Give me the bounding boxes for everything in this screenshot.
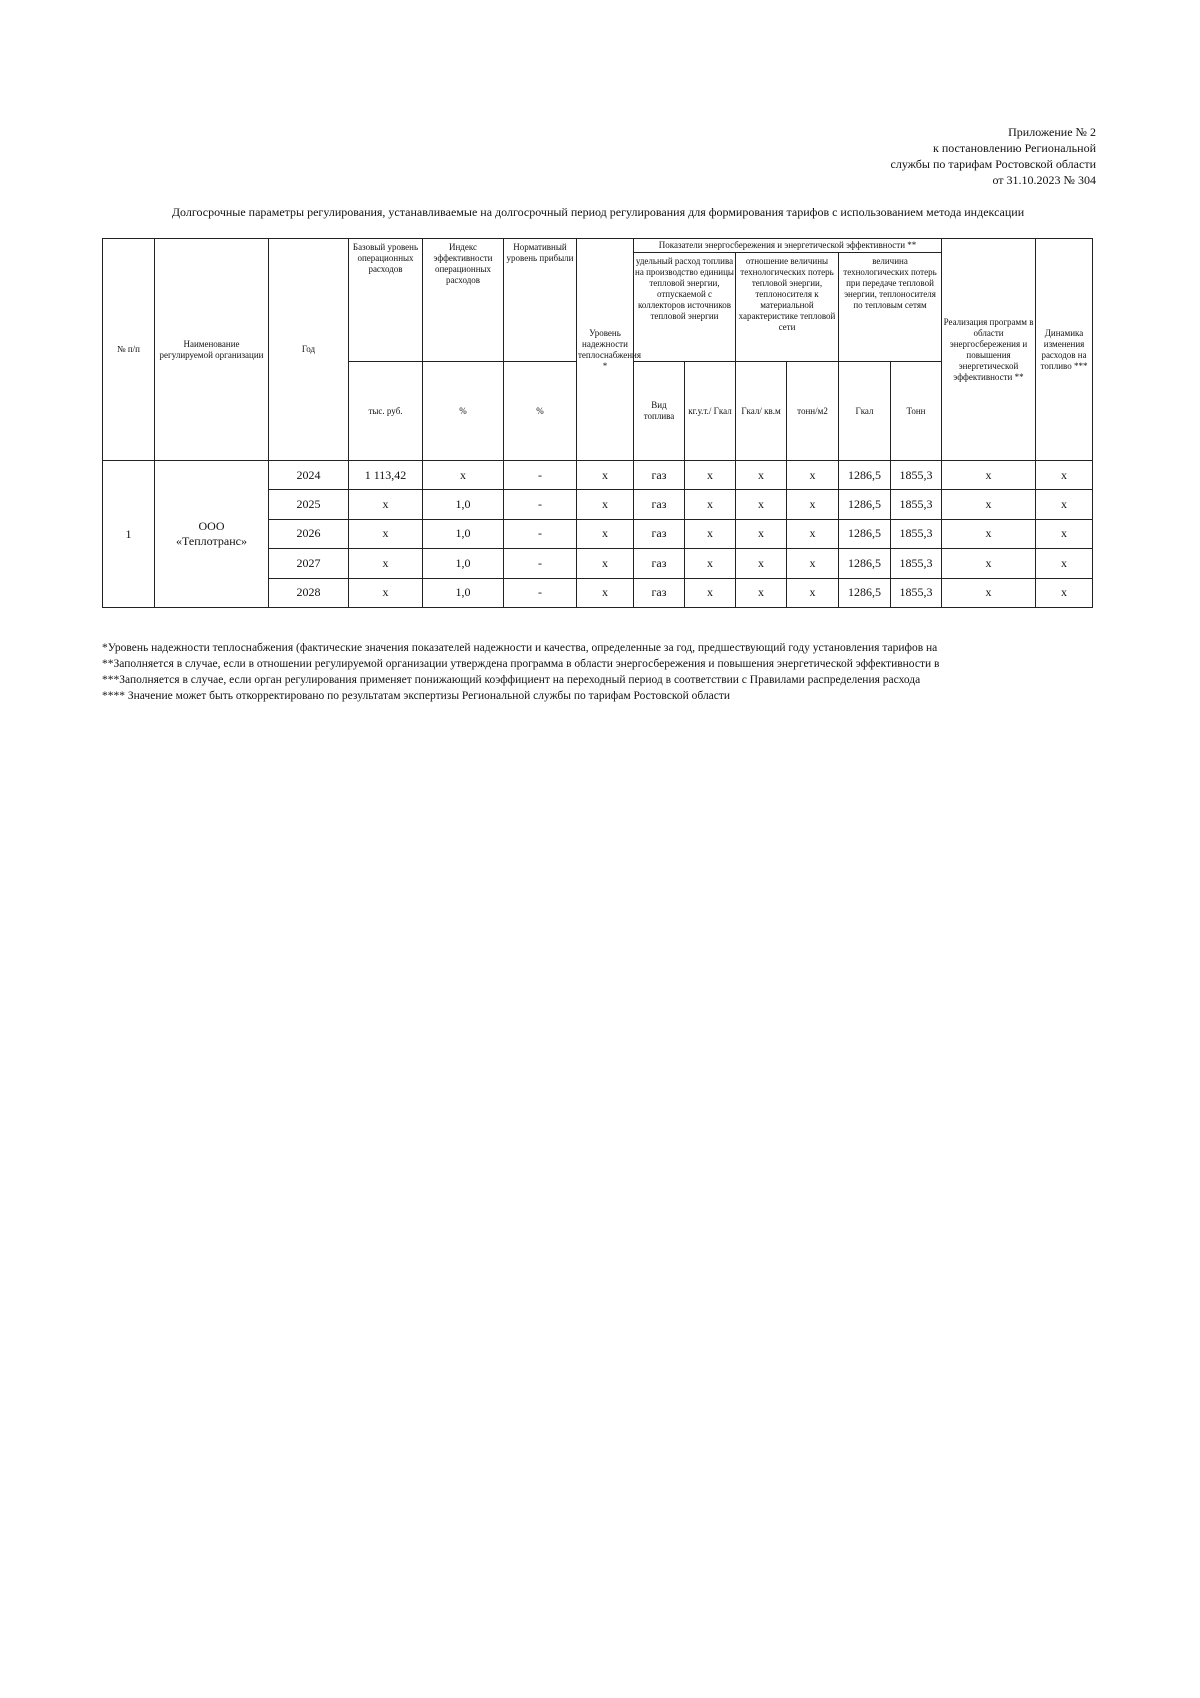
table-cell: - (504, 490, 577, 519)
year-cell: 2028 (269, 578, 349, 607)
header-loss-value: величина технологических потерь при передаче тепловой энергии, теплоносителя по тепловым сетям (839, 253, 942, 362)
organization-name-line-2: «Теплотранс» (176, 534, 247, 548)
organization-cell (155, 461, 269, 608)
table-cell: х (787, 461, 839, 490)
table-cell: 1,0 (423, 549, 504, 578)
table-cell: х (942, 578, 1036, 607)
header-num: № п/п (103, 239, 155, 461)
unit-profit-level: % (504, 362, 577, 461)
table-cell: - (504, 519, 577, 548)
table-cell: 1855,3 (891, 490, 942, 519)
table-cell: 1855,3 (891, 461, 942, 490)
table-cell: х (736, 549, 787, 578)
table-cell: 1855,3 (891, 549, 942, 578)
table-cell: х (577, 461, 634, 490)
table-cell: х (423, 461, 504, 490)
table-cell: х (1036, 519, 1093, 548)
table-cell: х (1036, 549, 1093, 578)
table-cell: х (685, 490, 736, 519)
table-cell: х (349, 549, 423, 578)
header-base-costs: Базовый уровень операционных расходов (349, 239, 423, 362)
table-cell: х (685, 578, 736, 607)
row-number-cell: 1 (103, 461, 155, 608)
table-cell: х (787, 549, 839, 578)
table-cell: х (787, 519, 839, 548)
table-cell: х (577, 490, 634, 519)
header-programs: Реализация программ в области энергосбережения и повышения энергетической эффективности ** (942, 239, 1036, 461)
table-cell: - (504, 578, 577, 607)
table-cell: х (577, 578, 634, 607)
table-cell: х (1036, 461, 1093, 490)
year-cell: 2024 (269, 461, 349, 490)
table-row (103, 461, 1093, 490)
unit-fuel-rate: кг.у.т./ Гкал (685, 362, 736, 461)
table-cell: 1286,5 (839, 490, 891, 519)
table-cell: х (685, 519, 736, 548)
header-reliability: Уровень надежности теплоснабжения * (577, 239, 634, 461)
table-cell: - (504, 461, 577, 490)
table-cell: - (504, 549, 577, 578)
regulation-parameters-table (102, 238, 1093, 608)
organization-name-line-1: ООО (198, 519, 225, 533)
table-cell: х (685, 549, 736, 578)
unit-efficiency-index: % (423, 362, 504, 461)
header-fuel-dynamics: Динамика изменения расходов на топливо *** (1036, 239, 1093, 461)
table-cell: 1 113,42 (349, 461, 423, 490)
table-cell: х (349, 519, 423, 548)
footnote-1: *Уровень надежности теплоснабжения (фактические значения показателей надежности и качества, определенные за год, предшествующий году установления тарифов на (102, 642, 938, 654)
table-cell: 1855,3 (891, 578, 942, 607)
appendix-header (776, 124, 1096, 188)
table-cell: 1286,5 (839, 461, 891, 490)
table-cell: х (349, 578, 423, 607)
footnotes (102, 640, 1092, 704)
table-cell: х (1036, 578, 1093, 607)
header-year: Год (269, 239, 349, 461)
footnote-3: ***Заполняется в случае, если орган регулирования применяет понижающий коэффициент на переходный период в соответствии с Правилами распределения расхода (102, 674, 921, 686)
unit-loss-ratio-gcal: Гкал/ кв.м (736, 362, 787, 461)
table-cell: 1286,5 (839, 519, 891, 548)
unit-fuel-type: Вид топлива (634, 362, 685, 461)
appendix-date: от 31.10.2023 № 304 (992, 173, 1096, 187)
table-cell: х (349, 490, 423, 519)
table-cell: х (1036, 490, 1093, 519)
header-energy-group: Показатели энергосбережения и энергетической эффективности ** (634, 239, 942, 253)
table-cell: х (942, 549, 1036, 578)
table-cell: х (942, 490, 1036, 519)
table-cell: х (577, 519, 634, 548)
header-org: Наименование регулируемой организации (155, 239, 269, 461)
year-cell: 2025 (269, 490, 349, 519)
table-cell: х (577, 549, 634, 578)
table-cell: х (942, 519, 1036, 548)
table-cell: 1,0 (423, 519, 504, 548)
table-cell: х (787, 490, 839, 519)
table-cell: газ (634, 461, 685, 490)
table-cell: х (685, 461, 736, 490)
table-cell: 1,0 (423, 490, 504, 519)
table-cell: газ (634, 578, 685, 607)
appendix-number: Приложение № 2 (1008, 125, 1096, 139)
table-cell: 1,0 (423, 578, 504, 607)
table-cell: х (736, 490, 787, 519)
unit-loss-value-gcal: Гкал (839, 362, 891, 461)
appendix-authority: службы по тарифам Ростовской области (890, 157, 1096, 171)
table-cell: газ (634, 490, 685, 519)
table-cell: х (736, 578, 787, 607)
table-cell: х (942, 461, 1036, 490)
table-cell: 1286,5 (839, 549, 891, 578)
header-efficiency-index: Индекс эффективности операционных расходов (423, 239, 504, 362)
table-cell: х (736, 461, 787, 490)
appendix-decree: к постановлению Региональной (933, 141, 1096, 155)
unit-loss-ratio-ton: тонн/м2 (787, 362, 839, 461)
table-cell: газ (634, 519, 685, 548)
footnote-2: **Заполняется в случае, если в отношении регулируемой организации утверждена программа в области энергосбережения и повышения энергетической эффективности в (102, 658, 940, 670)
header-profit-level: Нормативный уровень прибыли (504, 239, 577, 362)
table-cell: 1855,3 (891, 519, 942, 548)
header-loss-ratio: отношение величины технологических потерь тепловой энергии, теплоносителя к материальной характеристике тепловой сети (736, 253, 839, 362)
document-title: Долгосрочные параметры регулирования, устанавливаемые на долгосрочный период регулирования для формирования тарифов с использованием метода индексации (171, 205, 1025, 219)
table-cell: 1286,5 (839, 578, 891, 607)
year-cell: 2027 (269, 549, 349, 578)
table-cell: газ (634, 549, 685, 578)
year-cell: 2026 (269, 519, 349, 548)
header-fuel-rate: удельный расход топлива на производство единицы тепловой энергии, отпускаемой с коллекторов источников тепловой энергии (634, 253, 736, 362)
unit-base-costs: тыс. руб. (349, 362, 423, 461)
table-cell: х (787, 578, 839, 607)
footnote-4: **** Значение может быть откорректировано по результатам экспертизы Региональной службы по тарифам Ростовской области (102, 690, 731, 702)
unit-loss-value-ton: Тонн (891, 362, 942, 461)
table-cell: х (736, 519, 787, 548)
